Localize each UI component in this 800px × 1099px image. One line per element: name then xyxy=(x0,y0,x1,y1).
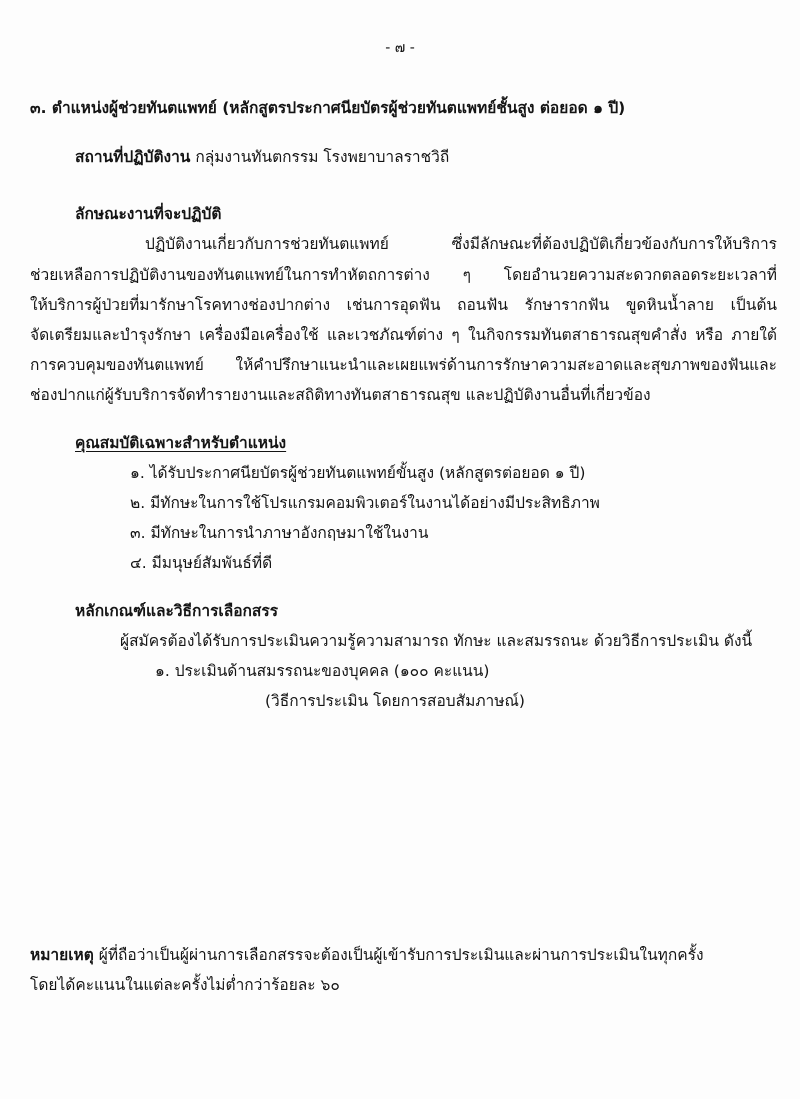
qualification-item: ๔. มีมนุษย์สัมพันธ์ที่ดี xyxy=(130,554,273,572)
workplace-label: สถานที่ปฏิบัติงาน xyxy=(75,148,191,166)
selection-item: ๑. ประเมินด้านสมรรถนะของบุคคล (๑๐๐ คะแนน) xyxy=(155,662,490,680)
qualification-item: ๒. มีทักษะในการใช้โปรแกรมคอมพิวเตอร์ในงานได้อย่างมีประสิทธิภาพ xyxy=(130,494,600,512)
page-number: - ๗ - xyxy=(385,40,415,56)
job-description-line: ช่วยเหลือการปฏิบัติงานของทันตแพทย์ในการทำหัตถการต่าง ๆ โดยอำนวยความสะดวกตลอดระยะเวลาที่ xyxy=(30,266,777,284)
note-line-2: โดยได้คะแนนในแต่ละครั้งไม่ต่ำกว่าร้อยละ ๖๐ xyxy=(30,976,340,994)
workplace-value: กลุ่มงานทันตกรรม โรงพยาบาลราชวิถี xyxy=(190,148,450,166)
job-description-line: จัดเตรียมและบำรุงรักษา เครื่องมือเครื่องใช้ และเวชภัณฑ์ต่าง ๆ ในกิจกรรมทันตสาธารณสุขคำสั่ง หรือ ภายใต้ xyxy=(30,326,777,344)
job-description-line: ช่องปากแก่ผู้รับบริการจัดทำรายงานและสถิติทางทันตสาธารณสุข และปฏิบัติงานอื่นที่เกี่ยวข้อง xyxy=(30,386,651,404)
selection-intro: ผู้สมัครต้องได้รับการประเมินความรู้ความสามารถ ทักษะ และสมรรถนะ ด้วยวิธีการประเมิน ดังนี้ xyxy=(120,632,753,650)
position-heading: ๓. ตำแหน่งผู้ช่วยทันตแพทย์ (หลักสูตรประกาศนียบัตรผู้ช่วยทันตแพทย์ชั้นสูง ต่อยอด ๑ ปี) xyxy=(30,99,626,117)
qualification-item: ๑. ได้รับประกาศนียบัตรผู้ช่วยทันตแพทย์ขั้นสูง (หลักสูตรต่อยอด ๑ ปี) xyxy=(130,464,586,482)
selection-method: (วิธีการประเมิน โดยการสอบสัมภาษณ์) xyxy=(265,692,525,710)
selection-heading: หลักเกณฑ์และวิธีการเลือกสรร xyxy=(75,602,279,620)
note-line xyxy=(30,945,704,965)
job-description-line: ให้บริการผู้ป่วยที่มารักษาโรคทางช่องปากต่าง เช่นการอุดฟัน ถอนฟัน รักษารากฟัน ขูดหินน้ำลาย เป็นต้น xyxy=(30,296,777,314)
qualification-item: ๓. มีทักษะในการนำภาษาอังกฤษมาใช้ในงาน xyxy=(130,524,429,542)
workplace-line xyxy=(75,147,449,167)
qualifications-heading: คุณสมบัติเฉพาะสำหรับตำแหน่ง xyxy=(75,434,287,452)
note-label: หมายเหตุ xyxy=(30,946,94,964)
job-description-line: ปฏิบัติงานเกี่ยวกับการช่วยทันตแพทย์ ซึ่งมีลักษณะที่ต้องปฏิบัติเกี่ยวข้องกับการให้บริการ xyxy=(145,235,777,253)
job-description-heading: ลักษณะงานที่จะปฏิบัติ xyxy=(75,205,222,223)
job-description-line: การควบคุมของทันตแพทย์ ให้คำปรึกษาแนะนำและเผยแพร่ด้านการรักษาความสะอาดและสุขภาพของฟันและ xyxy=(30,356,777,374)
note-text: ผู้ที่ถือว่าเป็นผู้ผ่านการเลือกสรรจะต้องเป็นผู้เข้ารับการประเมินและผ่านการประเมินในทุกครั้ง xyxy=(93,946,704,964)
